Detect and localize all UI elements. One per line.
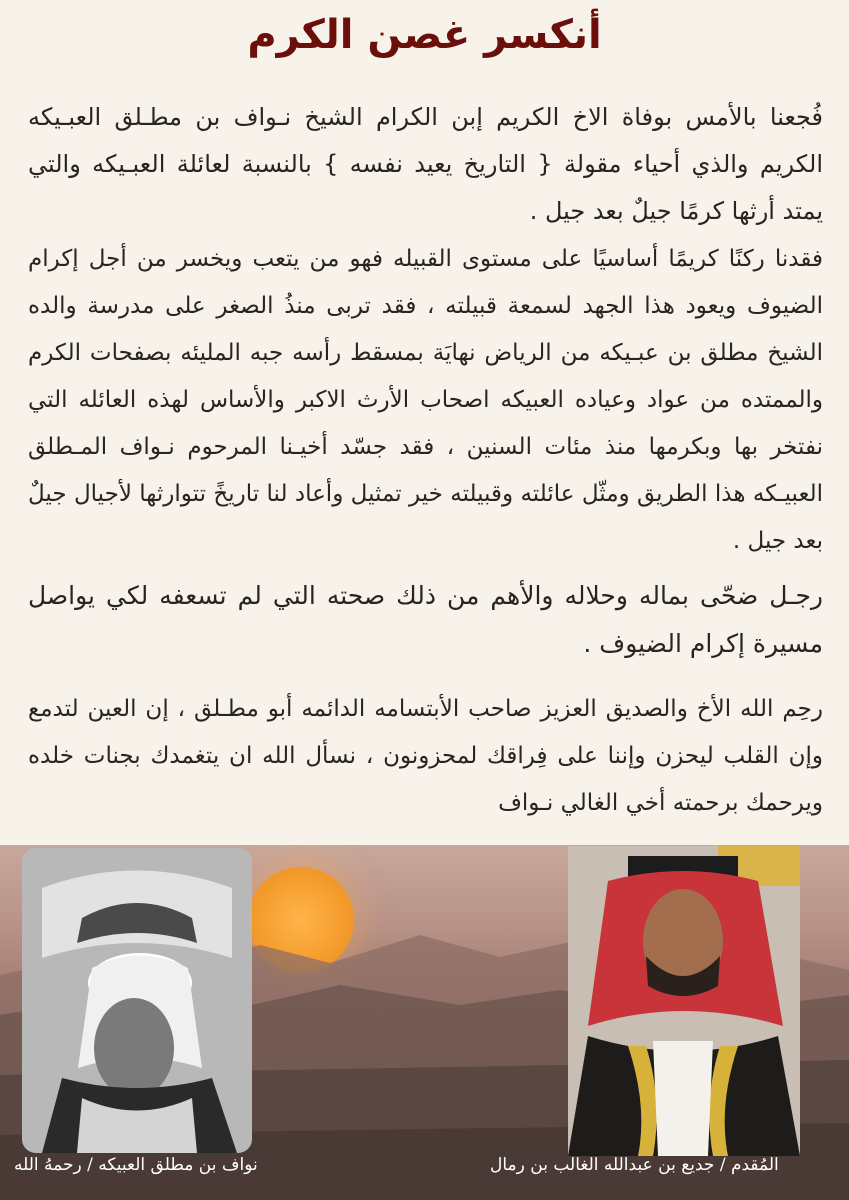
portrait-deceased xyxy=(22,848,252,1153)
caption-author: المُقدم / جديع بن عبدالله الغالب بن رمال xyxy=(490,1155,779,1175)
caption-deceased: نواف بن مطلق العبيكه / رحمهُ الله xyxy=(14,1155,258,1175)
person-photo-icon-right xyxy=(568,846,800,1156)
paragraph-legacy: فقدنا ركنًا كريمًا أساسيًا على مستوى القبيله فهو من يتعب ويخسر من أجل إكرام الضيوف ويعود هذا الجهد لسمعة قبيلته ، فقد تربى منذُ الصغر على مدرسة والده الشيخ مطلق بن عبـيكه من الرياض نهايَة بمسقط رأسه جبه المليئه بصفحات الكرم والممتده من عواد وعياده العبيكه اصحاب الأرث الاكبر والأساس لهذه العائله التي نفتخر بها وبكرمها منذ مئات السنين ، فقد جسّد أخيـنا المرحوم نـواف المـطلق العبيـكه هذا الطريق ومثّل عائلته وقبيلته خير تمثيل وأعاد لنا تاريخً تتوارثها لأجيال جيلٌ بعد جيل . xyxy=(28,246,823,554)
portrait-author xyxy=(568,846,800,1156)
paragraph-intro: فُجعنا بالأمس بوفاة الاخ الكريم إبن الكرام الشيخ نـواف بن مطـلق العبـيكه الكريم والذي أحياء مقولة { التاريخ يعيد نفسه } بالنسبة لعائلة العبـيكه والتي يمتد أرثها كرمًا جيلٌ بعد جيل . xyxy=(28,103,823,225)
paragraph-prayer: رحِم الله الأخ والصديق العزيز صاحب الأبتسامه الدائمه أبو مطـلق ، إن العين لتدمع وإن القلب ليحزن وإننا على فِراقك لمحزونون ، نسأل الله ان يتغمدك بجنات خلده ويرحمك برحمته أخي الغالي نـواف xyxy=(28,696,823,816)
person-photo-icon xyxy=(22,848,252,1153)
desert-sunset-photo xyxy=(0,845,849,1200)
page-title: أنكسر غصن الكرم xyxy=(247,12,602,58)
paragraph-sacrifice: رجـل ضحّى بماله وحلاله والأهم من ذلك صحته التي لم تسعفه لكي يواصل مسيرة إكرام الضيوف . xyxy=(28,581,823,658)
